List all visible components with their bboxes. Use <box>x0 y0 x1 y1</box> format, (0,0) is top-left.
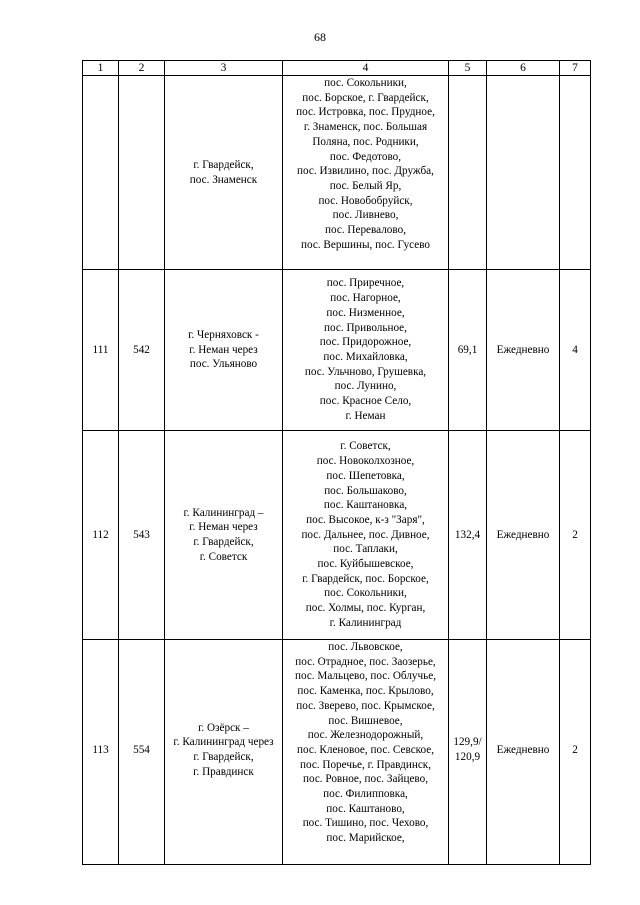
distance-cell: 69,1 <box>449 270 487 431</box>
row-number-cell: 111 <box>83 270 119 431</box>
trips-cell: 2 <box>560 431 591 640</box>
route-name-cell: г. Гвардейск, пос. Знаменск <box>165 76 283 270</box>
header-col-3: 3 <box>165 61 283 76</box>
distance-cell <box>449 76 487 270</box>
table-row <box>83 640 591 865</box>
route-number-cell <box>119 76 165 270</box>
header-col-4: 4 <box>283 61 449 76</box>
row-number-cell <box>83 76 119 270</box>
stops-cell: г. Советск, пос. Новоколхозное, пос. Шепетовка, пос. Большаково, пос. Каштановка, пос. Высокое, к-з "Заря", пос. Дальнее, пос. Дивное, пос. Таплаки, пос. Куйбышевское, г. Гвардейск, пос. Борское, пос. Сокольники, пос. Холмы, пос. Курган, г. Калининград <box>283 431 449 640</box>
table-row <box>83 76 591 270</box>
bus-route-table <box>82 60 591 865</box>
distance-cell: 129,9/ 120,9 <box>449 640 487 865</box>
table-row <box>83 431 591 640</box>
trips-cell: 4 <box>560 270 591 431</box>
route-name-cell: г. Калининград – г. Неман через г. Гвардейск, г. Советск <box>165 431 283 640</box>
route-name-cell: г. Черняховск - г. Неман через пос. Ульяново <box>165 270 283 431</box>
distance-cell: 132,4 <box>449 431 487 640</box>
header-col-1: 1 <box>83 61 119 76</box>
route-number-cell: 542 <box>119 270 165 431</box>
header-col-2: 2 <box>119 61 165 76</box>
header-col-5: 5 <box>449 61 487 76</box>
header-col-6: 6 <box>487 61 560 76</box>
route-number-cell: 543 <box>119 431 165 640</box>
schedule-cell: Ежедневно <box>487 431 560 640</box>
stops-cell: пос. Львовское, пос. Отрадное, пос. Заозерье, пос. Мальцево, пос. Облучье, пос. Каменка, пос. Крылово, пос. Зверево, пос. Крымское, пос. Вишневое, пос. Железнодорожный, пос. Кленовое, пос. Севское, пос. Поречье, г. Правдинск, пос. Ровное, пос. Зайцево, пос. Филипповка, пос. Каштаново, пос. Тишино, пос. Чехово, пос. Марийское, <box>283 640 449 865</box>
row-number-cell: 112 <box>83 431 119 640</box>
stops-cell: пос. Приречное, пос. Нагорное, пос. Низменное, пос. Привольное, пос. Придорожное, пос. Михайловка, пос. Ульчново, Грушевка, пос. Лунино, пос. Красное Село, г. Неман <box>283 270 449 431</box>
schedule-cell: Ежедневно <box>487 640 560 865</box>
route-name-cell: г. Озёрск – г. Калининград через г. Гвардейск, г. Правдинск <box>165 640 283 865</box>
header-col-7: 7 <box>560 61 591 76</box>
schedule-cell <box>487 76 560 270</box>
route-number-cell: 554 <box>119 640 165 865</box>
header-row <box>83 61 591 76</box>
schedule-cell: Ежедневно <box>487 270 560 431</box>
trips-cell <box>560 76 591 270</box>
trips-cell: 2 <box>560 640 591 865</box>
stops-cell: пос. Сокольники, пос. Борское, г. Гвардейск, пос. Истровка, пос. Прудное, г. Знаменск, пос. Большая Поляна, пос. Родники, пос. Федотово, пос. Извилино, пос. Дружба, пос. Белый Яр, пос. Новобобруйск, пос. Ливнево, пос. Перевалово, пос. Вершины, пос. Гусево <box>283 76 449 270</box>
table-row <box>83 270 591 431</box>
row-number-cell: 113 <box>83 640 119 865</box>
page-number: 68 <box>314 30 326 44</box>
